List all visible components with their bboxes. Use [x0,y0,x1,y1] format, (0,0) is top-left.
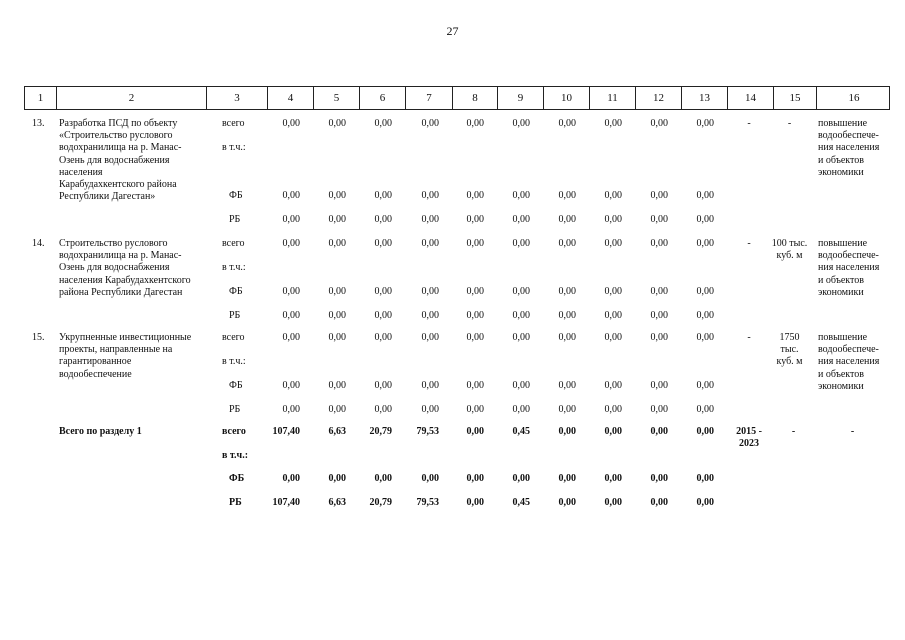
rb-value-col-12: 0,00 [650,310,668,321]
total-value-col-13: 0,00 [696,332,714,343]
row-name-line: Озень для водоснабжения [59,262,170,274]
fb-value-col-12: 0,00 [650,286,668,297]
total-value-col-8: 0,00 [466,238,484,249]
total-value-col-7: 0,00 [421,118,439,129]
fb-value-col-9: 0,00 [512,286,530,297]
fb-value-col-7: 0,00 [421,286,439,297]
total-value-col-6: 0,00 [374,238,392,249]
rb-value-col-6: 0,00 [374,404,392,415]
header-col-10: 10 [543,87,589,109]
col14-value: - [747,238,751,249]
row-name-line: Строительство руслового [59,238,168,249]
col16-line: экономики [818,166,864,178]
total-value-col-13: 0,00 [696,238,714,249]
rb-value-col-11: 0,00 [604,310,622,321]
header-col-9: 9 [497,87,543,109]
summary-total-col-7: 79,53 [416,426,439,437]
row-name-line: Укрупненные инвестиционные [59,332,192,343]
rb-value-col-12: 0,00 [650,214,668,225]
rb-value-col-12: 0,00 [650,404,668,415]
fb-value-col-10: 0,00 [558,380,576,391]
label-total: всего [222,118,245,129]
rb-value-col-13: 0,00 [696,310,714,321]
row-name-line: «Строительство руслового [59,130,173,142]
summary-rb-col-4: 107,40 [272,497,300,508]
summary-fb-col-6: 0,00 [374,473,392,484]
summary-fb-col-7: 0,00 [421,473,439,484]
label-fb: ФБ [229,286,243,297]
summary-rb-col-12: 0,00 [650,497,668,508]
total-value-col-5: 0,00 [328,238,346,249]
fb-value-col-6: 0,00 [374,286,392,297]
fb-value-col-5: 0,00 [328,380,346,391]
rb-value-col-9: 0,00 [512,404,530,415]
summary-total-col-11: 0,00 [604,426,622,437]
summary-total-col-9: 0,45 [512,426,530,437]
total-value-col-5: 0,00 [328,118,346,129]
total-value-col-4: 0,00 [282,332,300,343]
header-col-2: 2 [56,87,206,109]
row-name-line: водообеспечение [59,368,132,380]
col15-value: - [787,118,792,129]
header-col-8: 8 [452,87,497,109]
summary-rb-col-6: 20,79 [369,497,392,508]
header-col-15: 15 [773,87,816,109]
rb-value-col-13: 0,00 [696,214,714,225]
total-value-col-10: 0,00 [558,332,576,343]
label-total: всего [222,332,245,343]
total-value-col-10: 0,00 [558,118,576,129]
header-col-4: 4 [267,87,313,109]
col14-value: - [747,332,751,343]
fb-value-col-4: 0,00 [282,190,300,201]
col16-line: экономики [818,380,864,392]
rb-value-col-8: 0,00 [466,214,484,225]
fb-value-col-11: 0,00 [604,190,622,201]
summary-fb-col-4: 0,00 [282,473,300,484]
rb-value-col-10: 0,00 [558,310,576,321]
row-name-line: населения [59,166,103,178]
total-value-col-12: 0,00 [650,238,668,249]
summary-fb-col-8: 0,00 [466,473,484,484]
label-fb: ФБ [229,190,243,201]
label-including: в т.ч.: [222,142,246,153]
summary-fb-col-11: 0,00 [604,473,622,484]
summary-col16: - [850,426,855,437]
fb-value-col-9: 0,00 [512,380,530,391]
rb-value-col-11: 0,00 [604,214,622,225]
label-rb: РБ [229,214,241,225]
header-col-16: 16 [816,87,891,109]
total-value-col-4: 0,00 [282,118,300,129]
col16-line: повышение [818,332,868,343]
page-number: 27 [446,24,459,38]
rb-value-col-8: 0,00 [466,310,484,321]
row-name-line: проекты, направленные на [59,344,173,356]
header-col-12: 12 [635,87,681,109]
summary-total-col-6: 20,79 [369,426,392,437]
fb-value-col-12: 0,00 [650,380,668,391]
summary-total-col-12: 0,00 [650,426,668,437]
total-value-col-8: 0,00 [466,118,484,129]
col16-line: повышение [818,118,868,129]
summary-rb-col-11: 0,00 [604,497,622,508]
label-total: всего [222,238,245,249]
rb-value-col-5: 0,00 [328,310,346,321]
fb-value-col-12: 0,00 [650,190,668,201]
summary-rb-col-5: 6,63 [328,497,346,508]
summary-total-col-5: 6,63 [328,426,346,437]
col15-value: тыс. [780,344,799,355]
col14-value: - [747,118,751,129]
summary-total-col-8: 0,00 [466,426,484,437]
fb-value-col-8: 0,00 [466,286,484,297]
summary-fb-col-5: 0,00 [328,473,346,484]
fb-value-col-5: 0,00 [328,190,346,201]
total-value-col-10: 0,00 [558,238,576,249]
fb-value-col-13: 0,00 [696,380,714,391]
total-value-col-13: 0,00 [696,118,714,129]
col15-value: куб. м [776,250,803,261]
header-col-5: 5 [313,87,359,109]
header-col-1: 1 [37,92,44,104]
summary-rb-col-9: 0,45 [512,497,530,508]
total-value-col-11: 0,00 [604,118,622,129]
fb-value-col-7: 0,00 [421,380,439,391]
summary-name: Всего по разделу 1 [59,426,142,437]
rb-value-col-10: 0,00 [558,214,576,225]
fb-value-col-5: 0,00 [328,286,346,297]
row-number: 13. [32,118,45,129]
total-value-col-9: 0,00 [512,238,530,249]
row-number: 15. [32,332,45,343]
row-name-line: Озень для водоснабжения [59,154,170,166]
table-header-row [24,86,890,110]
header-col-11: 11 [589,87,635,109]
fb-value-col-11: 0,00 [604,286,622,297]
rb-value-col-9: 0,00 [512,214,530,225]
fb-value-col-6: 0,00 [374,190,392,201]
col16-line: повышение [818,238,868,249]
total-value-col-7: 0,00 [421,332,439,343]
col16-line: и объектов [818,274,864,286]
total-value-col-12: 0,00 [650,118,668,129]
summary-period: 2015 - [736,426,762,437]
col16-line: и объектов [818,154,864,166]
summary-rb-col-13: 0,00 [696,497,714,508]
summary-label-total: всего [222,426,246,437]
summary-fb-col-12: 0,00 [650,473,668,484]
rb-value-col-10: 0,00 [558,404,576,415]
fb-value-col-13: 0,00 [696,190,714,201]
total-value-col-7: 0,00 [421,238,439,249]
label-including: в т.ч.: [222,356,246,367]
rb-value-col-8: 0,00 [466,404,484,415]
row-name-line: населения Карабудахкентского [59,274,191,286]
fb-value-col-8: 0,00 [466,380,484,391]
label-including: в т.ч.: [222,262,246,273]
rb-value-col-5: 0,00 [328,404,346,415]
rb-value-col-4: 0,00 [282,404,300,415]
summary-fb-col-10: 0,00 [558,473,576,484]
fb-value-col-9: 0,00 [512,190,530,201]
col15-value: 100 тыс. [771,238,808,249]
rb-value-col-5: 0,00 [328,214,346,225]
rb-value-col-6: 0,00 [374,214,392,225]
total-value-col-12: 0,00 [650,332,668,343]
row-name-line: водохранилища на р. Манас- [59,250,182,262]
col15-value: 1750 [779,332,800,343]
rb-value-col-11: 0,00 [604,404,622,415]
fb-value-col-10: 0,00 [558,190,576,201]
rb-value-col-9: 0,00 [512,310,530,321]
summary-label-fb: ФБ [229,473,245,484]
fb-value-col-13: 0,00 [696,286,714,297]
col16-line: экономики [818,286,864,298]
fb-value-col-4: 0,00 [282,380,300,391]
summary-rb-col-10: 0,00 [558,497,576,508]
fb-value-col-10: 0,00 [558,286,576,297]
summary-total-col-13: 0,00 [696,426,714,437]
label-fb: ФБ [229,380,243,391]
total-value-col-5: 0,00 [328,332,346,343]
total-value-col-8: 0,00 [466,332,484,343]
rb-value-col-4: 0,00 [282,310,300,321]
total-value-col-6: 0,00 [374,332,392,343]
row-name-line: Карабудахкентского района [59,179,177,190]
row-name-line: района Республики Дагестан [59,286,183,298]
col16-line: ния населения [818,356,880,368]
rb-value-col-6: 0,00 [374,310,392,321]
total-value-col-9: 0,00 [512,332,530,343]
summary-label-including: в т.ч.: [222,450,249,461]
fb-value-col-7: 0,00 [421,190,439,201]
row-name-line: гарантированное [59,356,132,368]
rb-value-col-7: 0,00 [421,310,439,321]
col16-line: и объектов [818,368,864,380]
total-value-col-11: 0,00 [604,238,622,249]
header-col-6: 6 [359,87,405,109]
total-value-col-11: 0,00 [604,332,622,343]
header-col-14: 14 [727,87,773,109]
total-value-col-9: 0,00 [512,118,530,129]
col16-line: ния населения [818,142,880,154]
total-value-col-6: 0,00 [374,118,392,129]
col16-line: водообеспече- [818,130,879,142]
row-name-line: водохранилища на р. Манас- [59,142,182,154]
col15-value: куб. м [776,356,803,367]
summary-fb-col-9: 0,00 [512,473,530,484]
row-name-line: Разработка ПСД по объекту [59,118,178,129]
fb-value-col-4: 0,00 [282,286,300,297]
col16-line: ния населения [818,262,880,274]
label-rb: РБ [229,404,241,415]
row-name-line: Республики Дагестан» [59,191,156,203]
rb-value-col-7: 0,00 [421,214,439,225]
fb-value-col-8: 0,00 [466,190,484,201]
fb-value-col-6: 0,00 [374,380,392,391]
summary-fb-col-13: 0,00 [696,473,714,484]
row-number: 14. [32,238,45,249]
summary-col15: - [791,426,796,437]
rb-value-col-13: 0,00 [696,404,714,415]
summary-period: 2023 [739,438,759,449]
header-col-3: 3 [206,87,267,109]
summary-rb-col-7: 79,53 [416,497,439,508]
rb-value-col-4: 0,00 [282,214,300,225]
label-rb: РБ [229,310,241,321]
fb-value-col-11: 0,00 [604,380,622,391]
header-col-13: 13 [681,87,727,109]
summary-label-rb: РБ [229,497,242,508]
header-col-7: 7 [405,87,452,109]
summary-total-col-10: 0,00 [558,426,576,437]
rb-value-col-7: 0,00 [421,404,439,415]
summary-total-col-4: 107,40 [272,426,300,437]
col16-line: водообеспече- [818,344,879,356]
total-value-col-4: 0,00 [282,238,300,249]
summary-rb-col-8: 0,00 [466,497,484,508]
col16-line: водообеспече- [818,250,879,262]
